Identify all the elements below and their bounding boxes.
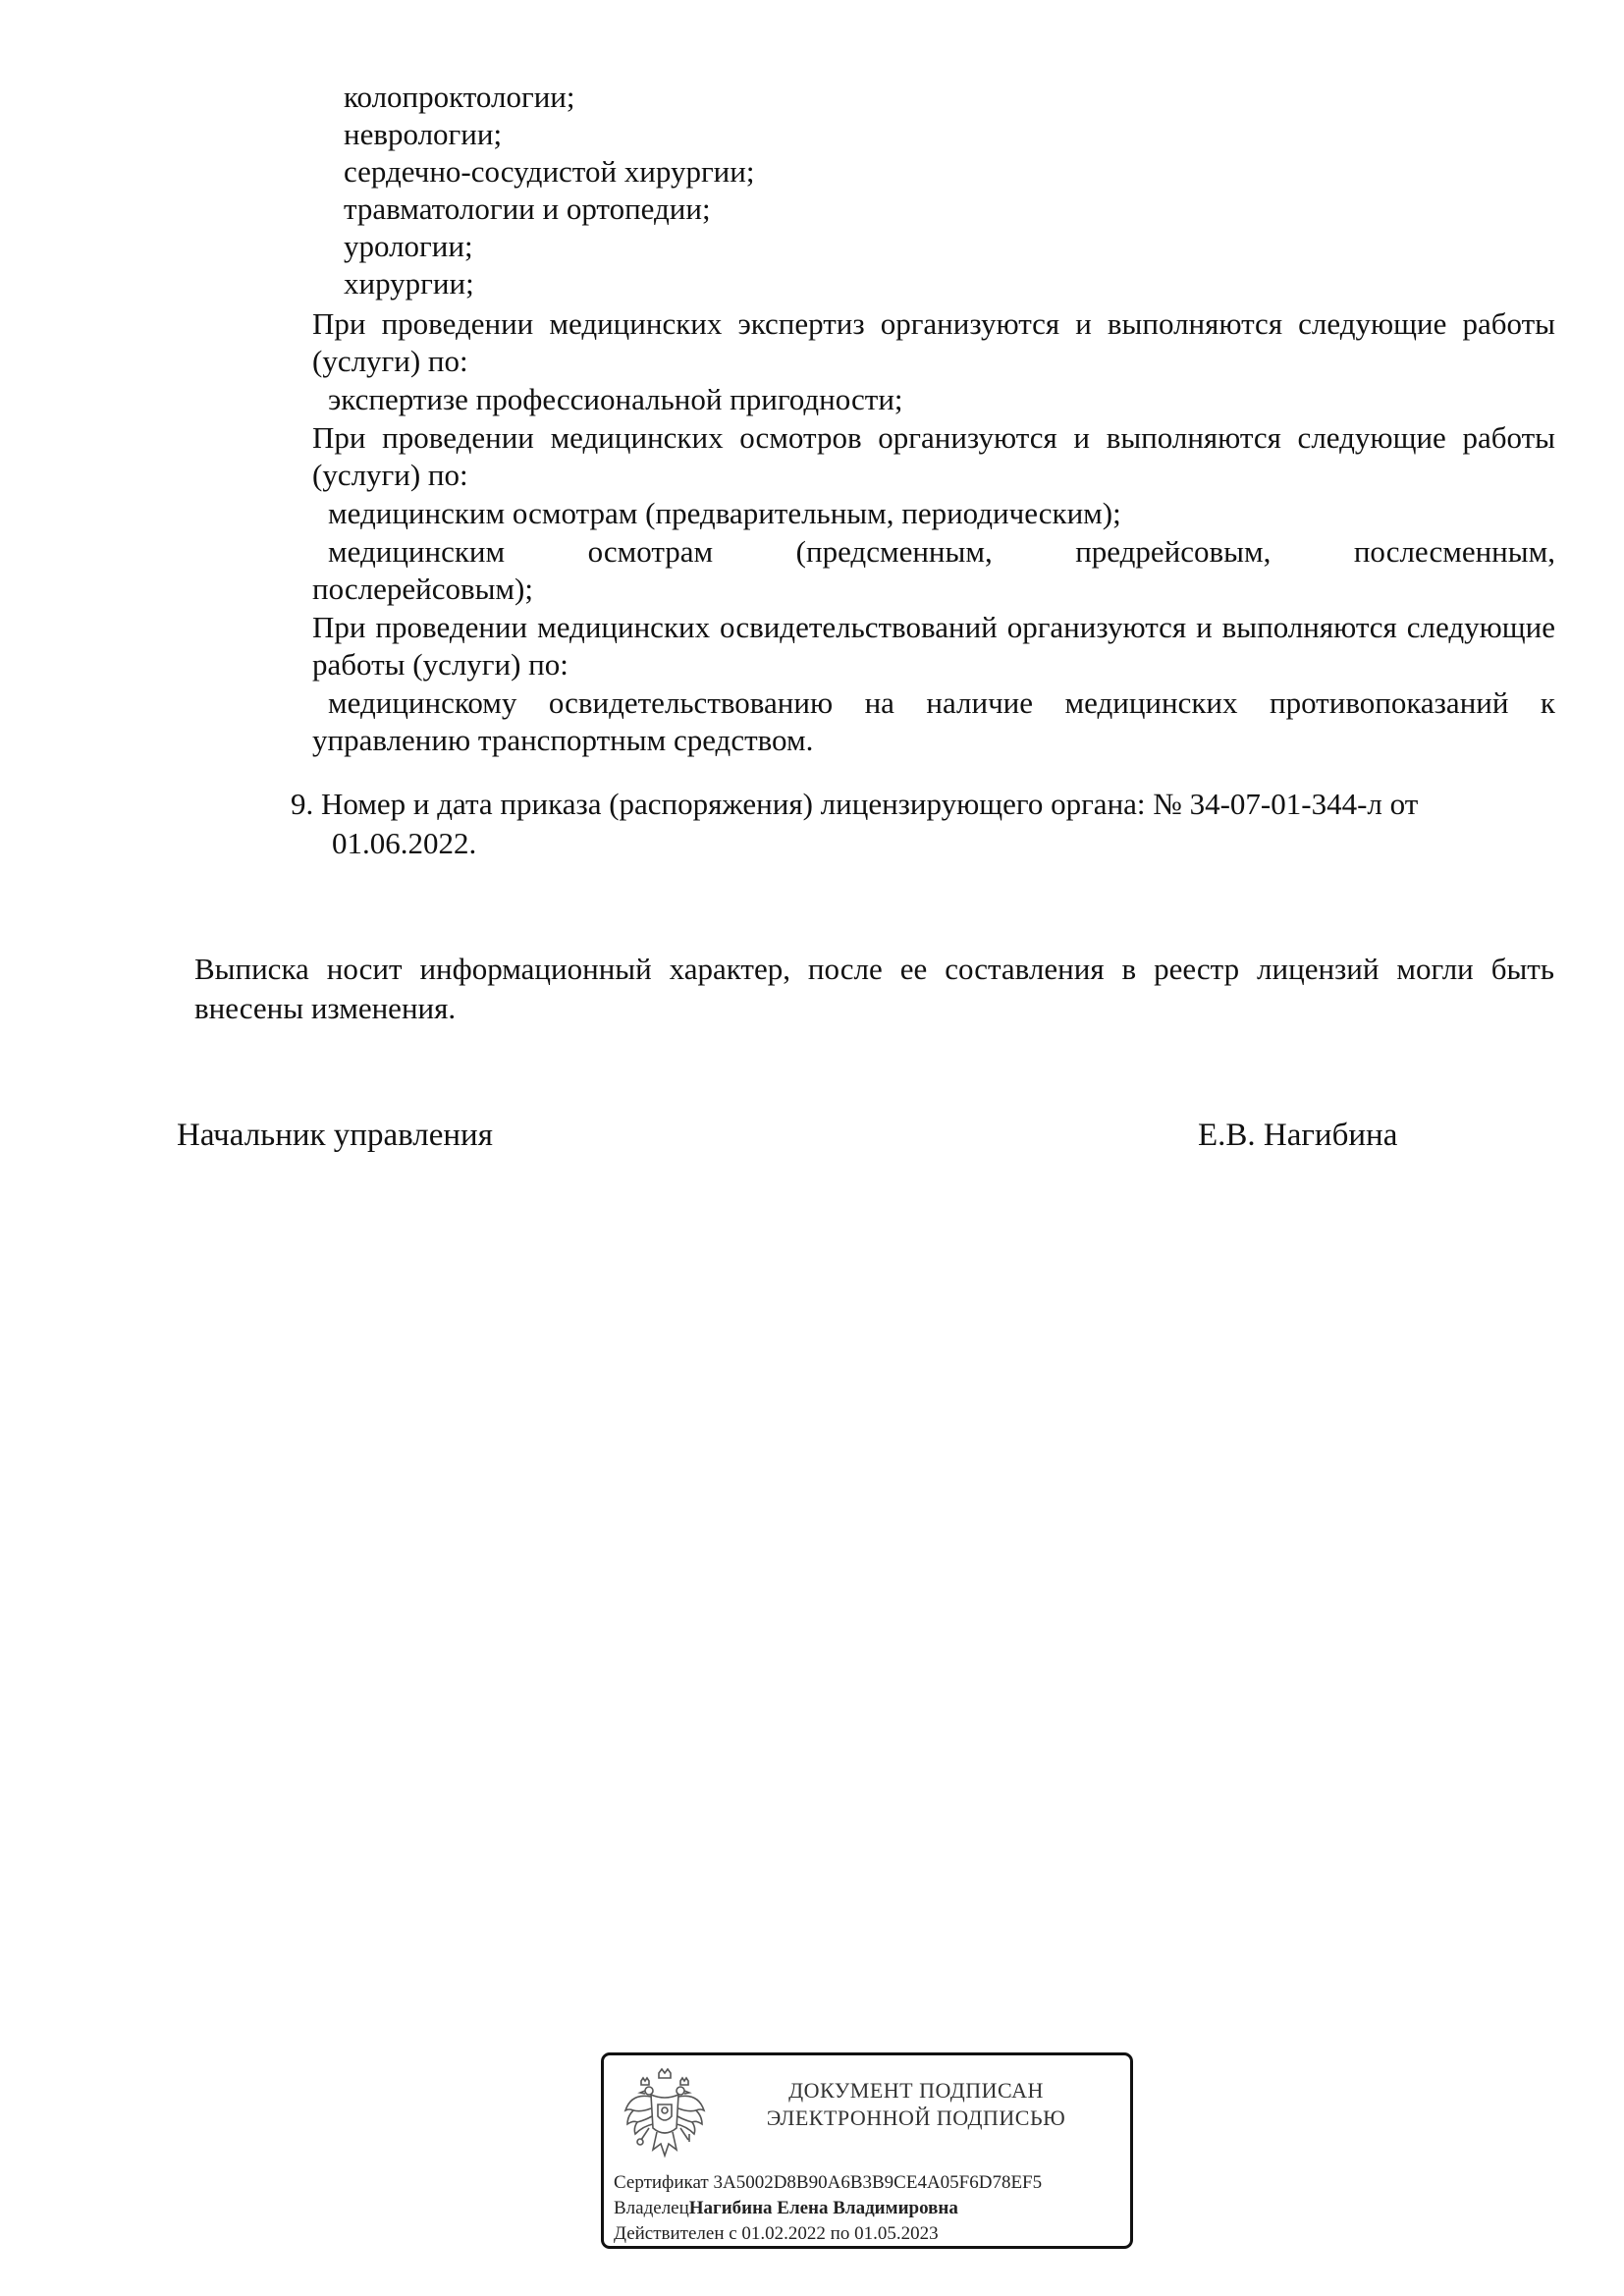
certificate-label: Сертификат	[614, 2172, 709, 2193]
stamp-title-line-1: ДОКУМЕНТ ПОДПИСАН	[788, 2078, 1044, 2103]
certifications-intro: При проведении медицинских освидетельствований организуются и выполняются следующие работы (услуги) по:	[312, 610, 1555, 682]
examinations-item-2-tail: послерейсовым);	[312, 572, 533, 606]
examinations-item-2-word: (предсменным,	[795, 534, 993, 569]
order-line-1: 9. Номер и дата приказа (распоряжения) лицензирующего органа: № 34-07-01-344-л от	[291, 787, 1419, 821]
service-item: неврологии;	[344, 117, 503, 151]
service-item: сердечно-сосудистой хирургии;	[344, 154, 755, 189]
double-headed-eagle-emblem-icon	[620, 2067, 710, 2165]
examinations-item-2	[328, 533, 1555, 571]
examinations-intro: При проведении медицинских осмотров организуются и выполняются следующие работы (услуги) по:	[312, 420, 1555, 492]
owner-label: Владелец	[614, 2198, 689, 2218]
order-line-2: 01.06.2022.	[332, 826, 477, 860]
service-item: урологии;	[344, 229, 473, 263]
stamp-title	[720, 2077, 1112, 2132]
examinations-item-2-word: медицинским	[328, 534, 506, 569]
examinations-item-2-word: осмотрам	[587, 534, 714, 569]
examinations-item-2-word: послесменным,	[1353, 534, 1555, 569]
owner-value: Нагибина Елена Владимировна	[688, 2198, 958, 2218]
stamp-owner	[614, 2197, 958, 2220]
informational-note: Выписка носит информационный характер, после ее составления в реестр лицензий могли быть внесены изменения.	[194, 952, 1554, 1025]
stamp-title-line-2: ЭЛЕКТРОННОЙ ПОДПИСЬЮ	[766, 2105, 1066, 2130]
examinations-item-2-word: предрейсовым,	[1075, 534, 1272, 569]
electronic-signature-stamp	[601, 2052, 1133, 2249]
expertise-item: экспертизе профессиональной пригодности;	[328, 382, 903, 416]
stamp-certificate	[614, 2171, 1042, 2195]
service-item: колопроктологии;	[344, 80, 575, 114]
service-item: хирургии;	[344, 266, 474, 301]
certificate-value: 3A5002D8B90A6B3B9CE4A05F6D78EF5	[713, 2172, 1043, 2193]
stamp-validity: Действителен с 01.02.2022 по 01.05.2023	[614, 2223, 939, 2244]
expertise-intro: При проведении медицинских экспертиз организуются и выполняются следующие работы (услуги) по:	[312, 306, 1555, 378]
service-item: травматологии и ортопедии;	[344, 191, 711, 226]
certifications-item: медицинскому освидетельствованию на наличие медицинских противопоказаний к управлению транспортным средством.	[312, 685, 1555, 757]
signatory-position: Начальник управления	[177, 1118, 493, 1153]
signatory-name: Е.В. Нагибина	[1198, 1118, 1398, 1153]
examinations-item-1: медицинским осмотрам (предварительным, периодическим);	[328, 496, 1121, 530]
